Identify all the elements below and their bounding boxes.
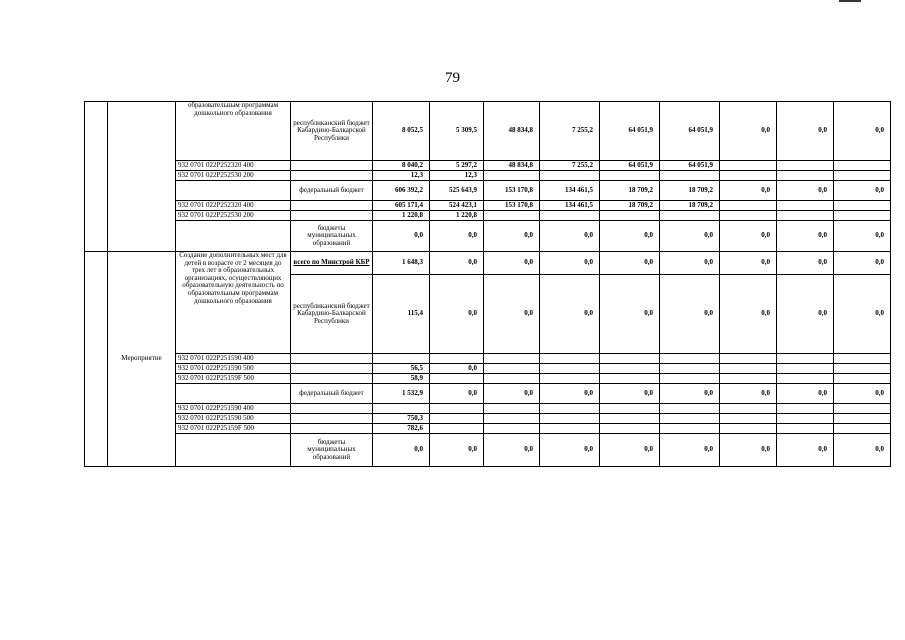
value-cell: 0,0 bbox=[834, 102, 891, 161]
value-cell: 0,0 bbox=[430, 252, 484, 275]
value-cell bbox=[777, 354, 834, 364]
value-cell bbox=[834, 171, 891, 181]
value-cell: 48 834,8 bbox=[484, 102, 540, 161]
value-cell: 64 051,9 bbox=[660, 161, 720, 171]
value-cell: 750,3 bbox=[373, 414, 430, 424]
value-cell bbox=[720, 374, 777, 384]
value-cell: 134 461,5 bbox=[540, 201, 600, 211]
code-cell: 932 0701 022P251590 400 bbox=[176, 354, 291, 364]
table-row bbox=[85, 364, 891, 374]
value-cell bbox=[777, 414, 834, 424]
value-cell bbox=[540, 424, 600, 434]
value-cell bbox=[660, 364, 720, 374]
value-cell bbox=[540, 364, 600, 374]
value-cell: 56,5 bbox=[373, 364, 430, 374]
code-cell: 932 0701 022P252530 200 bbox=[176, 211, 291, 221]
value-cell: 12,3 bbox=[373, 171, 430, 181]
value-cell: 0,0 bbox=[484, 221, 540, 252]
table-row bbox=[85, 384, 891, 404]
value-cell: 0,0 bbox=[540, 434, 600, 467]
table-row bbox=[85, 252, 891, 275]
source-cell: всего по Минстрой КБР bbox=[291, 252, 373, 275]
table-row bbox=[85, 354, 891, 364]
empty-cell bbox=[291, 161, 373, 171]
value-cell: 0,0 bbox=[600, 221, 660, 252]
empty-cell bbox=[176, 181, 291, 201]
value-cell: 0,0 bbox=[834, 181, 891, 201]
table-row bbox=[85, 374, 891, 384]
value-cell: 7 255,2 bbox=[540, 161, 600, 171]
value-cell bbox=[834, 424, 891, 434]
value-cell bbox=[484, 414, 540, 424]
value-cell bbox=[484, 171, 540, 181]
source-cell: республиканский бюджет Кабардино-Балкарской Республики bbox=[291, 102, 373, 161]
value-cell: 606 392,2 bbox=[373, 181, 430, 201]
value-cell: 0,0 bbox=[720, 384, 777, 404]
value-cell: 0,0 bbox=[777, 181, 834, 201]
value-cell bbox=[660, 374, 720, 384]
value-cell bbox=[660, 414, 720, 424]
value-cell: 18 709,2 bbox=[660, 201, 720, 211]
value-cell: 0,0 bbox=[430, 364, 484, 374]
value-cell bbox=[834, 201, 891, 211]
value-cell: 0,0 bbox=[660, 252, 720, 275]
value-cell: 0,0 bbox=[834, 275, 891, 354]
value-cell: 48 834,8 bbox=[484, 161, 540, 171]
source-cell: бюджеты муниципальных образований bbox=[291, 221, 373, 252]
value-cell bbox=[484, 424, 540, 434]
value-cell: 782,6 bbox=[373, 424, 430, 434]
value-cell bbox=[600, 404, 660, 414]
value-cell: 0,0 bbox=[720, 181, 777, 201]
value-cell: 0,0 bbox=[777, 434, 834, 467]
type-cell bbox=[108, 102, 176, 252]
value-cell bbox=[373, 404, 430, 414]
empty-cell bbox=[291, 354, 373, 364]
value-cell: 0,0 bbox=[484, 275, 540, 354]
value-cell: 0,0 bbox=[777, 102, 834, 161]
value-cell: 0,0 bbox=[540, 221, 600, 252]
value-cell: 0,0 bbox=[373, 434, 430, 467]
value-cell: 0,0 bbox=[834, 384, 891, 404]
table-row bbox=[85, 414, 891, 424]
empty-cell bbox=[176, 384, 291, 404]
value-cell: 1 532,9 bbox=[373, 384, 430, 404]
value-cell bbox=[660, 354, 720, 364]
empty-cell bbox=[291, 364, 373, 374]
value-cell: 0,0 bbox=[720, 252, 777, 275]
value-cell bbox=[430, 414, 484, 424]
type-cell: Мероприятие bbox=[108, 252, 176, 467]
value-cell bbox=[600, 424, 660, 434]
value-cell bbox=[484, 374, 540, 384]
value-cell: 0,0 bbox=[600, 384, 660, 404]
code-cell: 932 0701 022P25159F 500 bbox=[176, 424, 291, 434]
value-cell: 605 171,4 bbox=[373, 201, 430, 211]
value-cell bbox=[720, 354, 777, 364]
value-cell: 0,0 bbox=[660, 275, 720, 354]
value-cell: 0,0 bbox=[720, 434, 777, 467]
value-cell: 0,0 bbox=[720, 221, 777, 252]
value-cell: 18 709,2 bbox=[600, 181, 660, 201]
corner-mark bbox=[839, 0, 861, 6]
table-row bbox=[85, 211, 891, 221]
code-cell: 932 0701 022P251590 400 bbox=[176, 404, 291, 414]
value-cell bbox=[373, 354, 430, 364]
value-cell: 8 052,5 bbox=[373, 102, 430, 161]
index-cell bbox=[85, 252, 108, 467]
value-cell bbox=[834, 161, 891, 171]
value-cell: 0,0 bbox=[660, 434, 720, 467]
value-cell: 64 051,9 bbox=[660, 102, 720, 161]
empty-cell bbox=[176, 434, 291, 467]
value-cell bbox=[540, 211, 600, 221]
value-cell: 0,0 bbox=[600, 434, 660, 467]
value-cell: 18 709,2 bbox=[600, 201, 660, 211]
value-cell: 0,0 bbox=[540, 252, 600, 275]
empty-cell bbox=[291, 424, 373, 434]
source-cell: федеральный бюджет bbox=[291, 384, 373, 404]
value-cell: 5 297,2 bbox=[430, 161, 484, 171]
value-cell: 0,0 bbox=[834, 252, 891, 275]
value-cell: 12,3 bbox=[430, 171, 484, 181]
value-cell: 524 423,1 bbox=[430, 201, 484, 211]
value-cell: 18 709,2 bbox=[660, 181, 720, 201]
value-cell: 7 255,2 bbox=[540, 102, 600, 161]
value-cell bbox=[660, 211, 720, 221]
value-cell bbox=[720, 201, 777, 211]
empty-cell bbox=[176, 221, 291, 252]
value-cell bbox=[484, 404, 540, 414]
value-cell: 0,0 bbox=[430, 434, 484, 467]
value-cell bbox=[540, 414, 600, 424]
value-cell: 5 309,5 bbox=[430, 102, 484, 161]
value-cell: 0,0 bbox=[540, 275, 600, 354]
value-cell bbox=[777, 424, 834, 434]
table-row bbox=[85, 171, 891, 181]
value-cell: 64 051,9 bbox=[600, 161, 660, 171]
value-cell bbox=[777, 374, 834, 384]
value-cell bbox=[540, 374, 600, 384]
value-cell: 0,0 bbox=[430, 221, 484, 252]
table-row bbox=[85, 181, 891, 201]
value-cell bbox=[720, 161, 777, 171]
value-cell: 1 220,8 bbox=[373, 211, 430, 221]
source-cell: бюджеты муниципальных образований bbox=[291, 434, 373, 467]
table-row bbox=[85, 161, 891, 171]
table-row bbox=[85, 221, 891, 252]
value-cell bbox=[600, 211, 660, 221]
value-cell bbox=[600, 354, 660, 364]
value-cell bbox=[834, 414, 891, 424]
code-cell: 932 0701 022P251590 500 bbox=[176, 414, 291, 424]
value-cell bbox=[484, 211, 540, 221]
value-cell: 153 170,8 bbox=[484, 181, 540, 201]
value-cell bbox=[720, 424, 777, 434]
value-cell bbox=[720, 171, 777, 181]
value-cell bbox=[540, 354, 600, 364]
value-cell: 0,0 bbox=[484, 434, 540, 467]
empty-cell bbox=[291, 211, 373, 221]
value-cell bbox=[777, 211, 834, 221]
value-cell: 0,0 bbox=[777, 221, 834, 252]
value-cell: 0,0 bbox=[777, 275, 834, 354]
value-cell: 0,0 bbox=[430, 384, 484, 404]
value-cell bbox=[777, 201, 834, 211]
index-cell bbox=[85, 102, 108, 252]
table-row bbox=[85, 424, 891, 434]
value-cell: 115,4 bbox=[373, 275, 430, 354]
value-cell bbox=[484, 364, 540, 374]
value-cell bbox=[600, 414, 660, 424]
value-cell: 1 220,8 bbox=[430, 211, 484, 221]
value-cell bbox=[600, 364, 660, 374]
table-row bbox=[85, 404, 891, 414]
source-cell: федеральный бюджет bbox=[291, 181, 373, 201]
value-cell: 0,0 bbox=[484, 252, 540, 275]
value-cell bbox=[600, 374, 660, 384]
value-cell: 1 648,3 bbox=[373, 252, 430, 275]
value-cell: 0,0 bbox=[720, 102, 777, 161]
empty-cell bbox=[291, 201, 373, 211]
code-cell: 932 0701 022P25159F 500 bbox=[176, 374, 291, 384]
value-cell bbox=[430, 374, 484, 384]
value-cell: 0,0 bbox=[430, 275, 484, 354]
description-cell: Создание дополнительных мест для детей в возрасте от 2 месяцев до трех лет в образовательных организациях, осуществляющих образовательную деятельность по образовательным программам дошкольного образования bbox=[176, 252, 291, 354]
value-cell bbox=[834, 364, 891, 374]
value-cell bbox=[777, 171, 834, 181]
value-cell bbox=[540, 404, 600, 414]
value-cell: 0,0 bbox=[600, 275, 660, 354]
table-row bbox=[85, 201, 891, 211]
value-cell bbox=[540, 171, 600, 181]
value-cell: 58,9 bbox=[373, 374, 430, 384]
value-cell: 8 040,2 bbox=[373, 161, 430, 171]
value-cell: 0,0 bbox=[834, 434, 891, 467]
value-cell: 0,0 bbox=[720, 275, 777, 354]
value-cell bbox=[600, 171, 660, 181]
value-cell bbox=[660, 171, 720, 181]
value-cell bbox=[660, 404, 720, 414]
empty-cell bbox=[291, 374, 373, 384]
value-cell: 0,0 bbox=[484, 384, 540, 404]
value-cell bbox=[777, 364, 834, 374]
value-cell bbox=[720, 211, 777, 221]
value-cell bbox=[660, 424, 720, 434]
value-cell bbox=[430, 404, 484, 414]
value-cell bbox=[777, 161, 834, 171]
code-cell: 932 0701 022P252320 400 bbox=[176, 201, 291, 211]
value-cell bbox=[834, 374, 891, 384]
value-cell bbox=[720, 364, 777, 374]
empty-cell bbox=[291, 404, 373, 414]
value-cell: 0,0 bbox=[660, 221, 720, 252]
value-cell bbox=[720, 404, 777, 414]
value-cell bbox=[834, 211, 891, 221]
table-row bbox=[85, 434, 891, 467]
empty-cell bbox=[291, 414, 373, 424]
value-cell: 153 170,8 bbox=[484, 201, 540, 211]
value-cell bbox=[834, 404, 891, 414]
empty-cell bbox=[291, 171, 373, 181]
value-cell bbox=[834, 354, 891, 364]
value-cell bbox=[720, 414, 777, 424]
value-cell: 0,0 bbox=[834, 221, 891, 252]
value-cell: 0,0 bbox=[777, 384, 834, 404]
value-cell: 0,0 bbox=[540, 384, 600, 404]
value-cell bbox=[777, 404, 834, 414]
budget-table bbox=[84, 101, 891, 467]
source-cell: республиканский бюджет Кабардино-Балкарской Республики bbox=[291, 275, 373, 354]
value-cell bbox=[430, 354, 484, 364]
value-cell bbox=[484, 354, 540, 364]
value-cell: 134 461,5 bbox=[540, 181, 600, 201]
value-cell: 0,0 bbox=[600, 252, 660, 275]
value-cell: 0,0 bbox=[660, 384, 720, 404]
value-cell: 0,0 bbox=[777, 252, 834, 275]
table-row bbox=[85, 102, 891, 161]
code-cell: 932 0701 022P252320 400 bbox=[176, 161, 291, 171]
description-cell: образовательным программам дошкольного образования bbox=[176, 102, 291, 161]
value-cell: 0,0 bbox=[373, 221, 430, 252]
value-cell: 525 643,9 bbox=[430, 181, 484, 201]
value-cell bbox=[430, 424, 484, 434]
page-number: 79 bbox=[445, 70, 460, 86]
code-cell: 932 0701 022P252530 200 bbox=[176, 171, 291, 181]
code-cell: 932 0701 022P251590 500 bbox=[176, 364, 291, 374]
value-cell: 64 051,9 bbox=[600, 102, 660, 161]
